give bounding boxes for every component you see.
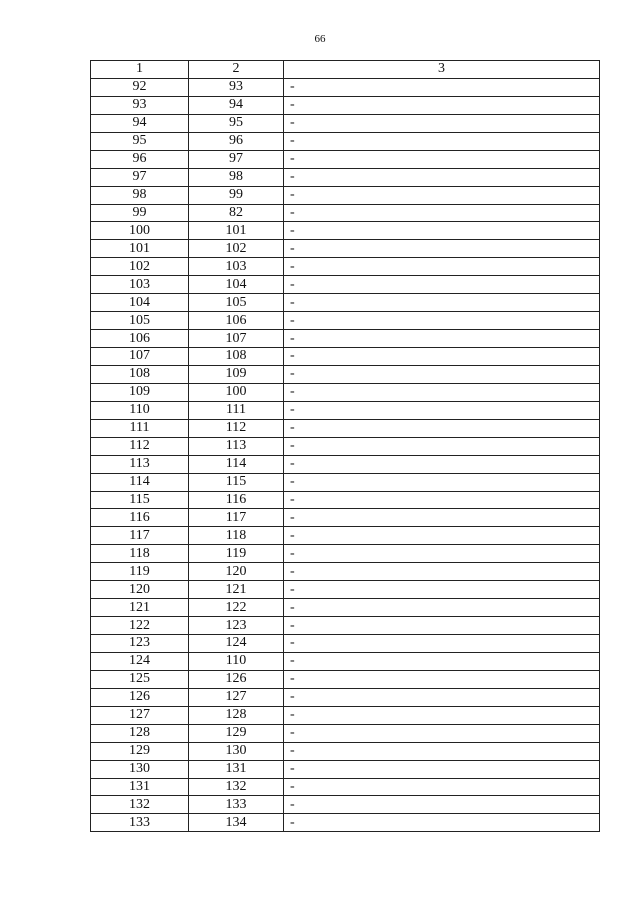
table-cell-col3: - [284, 491, 600, 509]
table-cell-col1: 130 [91, 760, 189, 778]
table-cell-col1: 128 [91, 724, 189, 742]
table-cell-col3: - [284, 222, 600, 240]
table-cell-col1: 124 [91, 652, 189, 670]
table-cell-col3: - [284, 78, 600, 96]
table-row [91, 276, 600, 294]
table-row [91, 330, 600, 348]
table-row [91, 778, 600, 796]
table-cell-col3: - [284, 132, 600, 150]
table-cell-col3: - [284, 742, 600, 760]
table-row [91, 294, 600, 312]
table-row [91, 724, 600, 742]
table-cell-col3: - [284, 419, 600, 437]
table-cell-col3: - [284, 258, 600, 276]
table-cell-col2: 96 [189, 132, 284, 150]
table-cell-col3: - [284, 581, 600, 599]
table-cell-col1: 97 [91, 168, 189, 186]
table-cell-col3: - [284, 348, 600, 366]
table-cell-col1: 132 [91, 796, 189, 814]
table-cell-col3: - [284, 652, 600, 670]
table-row [91, 437, 600, 455]
table-row [91, 312, 600, 330]
table-header-row [91, 61, 600, 79]
column-header-2: 2 [189, 61, 284, 79]
table-cell-col1: 94 [91, 114, 189, 132]
table-cell-col1: 113 [91, 455, 189, 473]
table-cell-col2: 133 [189, 796, 284, 814]
table-cell-col1: 123 [91, 635, 189, 653]
table-cell-col3: - [284, 688, 600, 706]
table-cell-col2: 121 [189, 581, 284, 599]
table-cell-col2: 117 [189, 509, 284, 527]
table-cell-col1: 101 [91, 240, 189, 258]
table-cell-col2: 105 [189, 294, 284, 312]
table-cell-col1: 106 [91, 330, 189, 348]
table-cell-col1: 119 [91, 563, 189, 581]
table-row [91, 706, 600, 724]
table-cell-col2: 110 [189, 652, 284, 670]
table-cell-col3: - [284, 760, 600, 778]
table-cell-col2: 120 [189, 563, 284, 581]
table-row [91, 78, 600, 96]
table-cell-col2: 111 [189, 401, 284, 419]
table-cell-col2: 107 [189, 330, 284, 348]
table-cell-col2: 119 [189, 545, 284, 563]
page-number: 66 [314, 33, 326, 45]
table-cell-col1: 93 [91, 96, 189, 114]
table-cell-col3: - [284, 383, 600, 401]
table-cell-col3: - [284, 437, 600, 455]
table-row [91, 491, 600, 509]
table-row [91, 581, 600, 599]
table-cell-col1: 98 [91, 186, 189, 204]
table-cell-col2: 104 [189, 276, 284, 294]
table-row [91, 617, 600, 635]
table-cell-col3: - [284, 186, 600, 204]
table-row [91, 186, 600, 204]
table-row [91, 742, 600, 760]
table-cell-col1: 115 [91, 491, 189, 509]
table-row [91, 527, 600, 545]
table-row [91, 150, 600, 168]
table-row [91, 383, 600, 401]
table-cell-col3: - [284, 96, 600, 114]
table-cell-col1: 104 [91, 294, 189, 312]
table-cell-col2: 122 [189, 599, 284, 617]
table-cell-col2: 127 [189, 688, 284, 706]
table-cell-col1: 103 [91, 276, 189, 294]
table-row [91, 114, 600, 132]
table-cell-col1: 112 [91, 437, 189, 455]
table-cell-col1: 127 [91, 706, 189, 724]
table-cell-col1: 131 [91, 778, 189, 796]
table-cell-col1: 121 [91, 599, 189, 617]
table-row [91, 796, 600, 814]
table-cell-col1: 107 [91, 348, 189, 366]
table-row [91, 365, 600, 383]
column-header-1: 1 [91, 61, 189, 79]
table-cell-col3: - [284, 563, 600, 581]
table-row [91, 509, 600, 527]
table-row [91, 635, 600, 653]
table-cell-col1: 125 [91, 670, 189, 688]
table-row [91, 599, 600, 617]
table-cell-col2: 130 [189, 742, 284, 760]
table-cell-col3: - [284, 509, 600, 527]
table-row [91, 419, 600, 437]
table-cell-col1: 108 [91, 365, 189, 383]
table-cell-col1: 110 [91, 401, 189, 419]
table-row [91, 455, 600, 473]
table-cell-col2: 123 [189, 617, 284, 635]
table-cell-col1: 109 [91, 383, 189, 401]
table-row [91, 688, 600, 706]
table-cell-col1: 133 [91, 814, 189, 832]
table-row [91, 240, 600, 258]
table-cell-col1: 116 [91, 509, 189, 527]
table-cell-col3: - [284, 240, 600, 258]
table-cell-col3: - [284, 455, 600, 473]
table-cell-col2: 126 [189, 670, 284, 688]
table-row [91, 652, 600, 670]
table-cell-col2: 113 [189, 437, 284, 455]
table-cell-col2: 106 [189, 312, 284, 330]
table-cell-col3: - [284, 294, 600, 312]
table-cell-col2: 112 [189, 419, 284, 437]
table-cell-col2: 116 [189, 491, 284, 509]
table-cell-col3: - [284, 150, 600, 168]
table-cell-col3: - [284, 276, 600, 294]
table-row [91, 348, 600, 366]
table-cell-col3: - [284, 635, 600, 653]
table-cell-col3: - [284, 401, 600, 419]
table-cell-col1: 102 [91, 258, 189, 276]
table-cell-col3: - [284, 114, 600, 132]
table-cell-col1: 129 [91, 742, 189, 760]
table-cell-col1: 126 [91, 688, 189, 706]
table-cell-col1: 122 [91, 617, 189, 635]
table-cell-col2: 100 [189, 383, 284, 401]
table-cell-col2: 108 [189, 348, 284, 366]
table-cell-col3: - [284, 778, 600, 796]
table-cell-col1: 105 [91, 312, 189, 330]
table-cell-col2: 131 [189, 760, 284, 778]
table-row [91, 258, 600, 276]
table-cell-col2: 95 [189, 114, 284, 132]
column-header-3: 3 [284, 61, 600, 79]
table-cell-col3: - [284, 670, 600, 688]
table-row [91, 132, 600, 150]
table-row [91, 204, 600, 222]
table-cell-col3: - [284, 204, 600, 222]
table-cell-col3: - [284, 724, 600, 742]
table-cell-col3: - [284, 473, 600, 491]
table-cell-col2: 94 [189, 96, 284, 114]
table-cell-col2: 129 [189, 724, 284, 742]
table-cell-col1: 117 [91, 527, 189, 545]
table-cell-col2: 98 [189, 168, 284, 186]
table-cell-col1: 95 [91, 132, 189, 150]
table-cell-col2: 99 [189, 186, 284, 204]
table-row [91, 563, 600, 581]
table-cell-col3: - [284, 599, 600, 617]
table-cell-col2: 101 [189, 222, 284, 240]
table-cell-col3: - [284, 545, 600, 563]
table-cell-col2: 134 [189, 814, 284, 832]
table-row [91, 545, 600, 563]
table-cell-col2: 103 [189, 258, 284, 276]
table-cell-col2: 109 [189, 365, 284, 383]
table-row [91, 96, 600, 114]
table-row [91, 814, 600, 832]
table-cell-col1: 111 [91, 419, 189, 437]
table-cell-col2: 102 [189, 240, 284, 258]
table-body [91, 78, 600, 831]
table-cell-col1: 118 [91, 545, 189, 563]
table-cell-col3: - [284, 617, 600, 635]
table-cell-col3: - [284, 330, 600, 348]
table-cell-col3: - [284, 168, 600, 186]
table-cell-col2: 124 [189, 635, 284, 653]
table-row [91, 222, 600, 240]
table-cell-col1: 114 [91, 473, 189, 491]
table-cell-col2: 115 [189, 473, 284, 491]
data-table [90, 60, 600, 832]
table-cell-col3: - [284, 527, 600, 545]
table-cell-col2: 128 [189, 706, 284, 724]
table-cell-col1: 120 [91, 581, 189, 599]
table-cell-col2: 97 [189, 150, 284, 168]
table-row [91, 401, 600, 419]
table-cell-col1: 100 [91, 222, 189, 240]
table-row [91, 168, 600, 186]
table-cell-col3: - [284, 365, 600, 383]
table-cell-col3: - [284, 796, 600, 814]
table-row [91, 670, 600, 688]
table-cell-col2: 82 [189, 204, 284, 222]
table-cell-col2: 93 [189, 78, 284, 96]
table-cell-col3: - [284, 814, 600, 832]
table-cell-col3: - [284, 706, 600, 724]
table-cell-col2: 118 [189, 527, 284, 545]
table-cell-col1: 96 [91, 150, 189, 168]
table-cell-col1: 92 [91, 78, 189, 96]
table-cell-col2: 132 [189, 778, 284, 796]
table-cell-col3: - [284, 312, 600, 330]
table-row [91, 760, 600, 778]
table-row [91, 473, 600, 491]
table-cell-col1: 99 [91, 204, 189, 222]
table-cell-col2: 114 [189, 455, 284, 473]
